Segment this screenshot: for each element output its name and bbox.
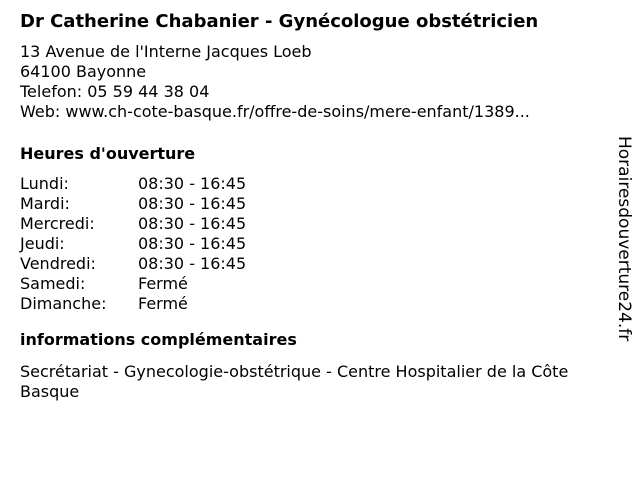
info-heading: informations complémentaires bbox=[20, 330, 297, 349]
opening-hours-list bbox=[20, 174, 610, 314]
hours-heading: Heures d'ouverture bbox=[20, 144, 196, 163]
time-value: 08:30 - 16:45 bbox=[138, 174, 247, 193]
hours-row-thursday bbox=[20, 234, 610, 254]
day-label: Lundi: bbox=[20, 174, 69, 193]
website-link[interactable]: Web: www.ch-cote-basque.fr/offre-de-soins/mere-enfant/1389... bbox=[20, 102, 530, 121]
day-label: Mardi: bbox=[20, 194, 70, 213]
day-label: Samedi: bbox=[20, 274, 86, 293]
hours-row-saturday bbox=[20, 274, 610, 294]
address-block bbox=[20, 42, 610, 122]
hours-row-monday bbox=[20, 174, 610, 194]
hours-row-friday bbox=[20, 254, 610, 274]
phone-number[interactable]: Telefon: 05 59 44 38 04 bbox=[20, 82, 210, 101]
day-label: Vendredi: bbox=[20, 254, 96, 273]
time-value: Fermé bbox=[138, 294, 188, 313]
site-watermark: Horairesdouverture24.fr bbox=[614, 136, 634, 342]
time-value: 08:30 - 16:45 bbox=[138, 214, 247, 233]
city-address: 64100 Bayonne bbox=[20, 62, 147, 81]
day-label: Jeudi: bbox=[20, 234, 65, 253]
hours-row-wednesday bbox=[20, 214, 610, 234]
business-card bbox=[20, 10, 610, 402]
time-value: 08:30 - 16:45 bbox=[138, 194, 247, 213]
time-value: 08:30 - 16:45 bbox=[138, 234, 247, 253]
hours-row-sunday bbox=[20, 294, 610, 314]
time-value: 08:30 - 16:45 bbox=[138, 254, 247, 273]
hours-row-tuesday bbox=[20, 194, 610, 214]
street-address: 13 Avenue de l'Interne Jacques Loeb bbox=[20, 42, 312, 61]
time-value: Fermé bbox=[138, 274, 188, 293]
day-label: Dimanche: bbox=[20, 294, 107, 313]
page-title: Dr Catherine Chabanier - Gynécologue obstétricien bbox=[20, 11, 539, 32]
day-label: Mercredi: bbox=[20, 214, 95, 233]
info-text: Secrétariat - Gynecologie-obstétrique - Centre Hospitalier de la Côte Basque bbox=[20, 362, 569, 401]
